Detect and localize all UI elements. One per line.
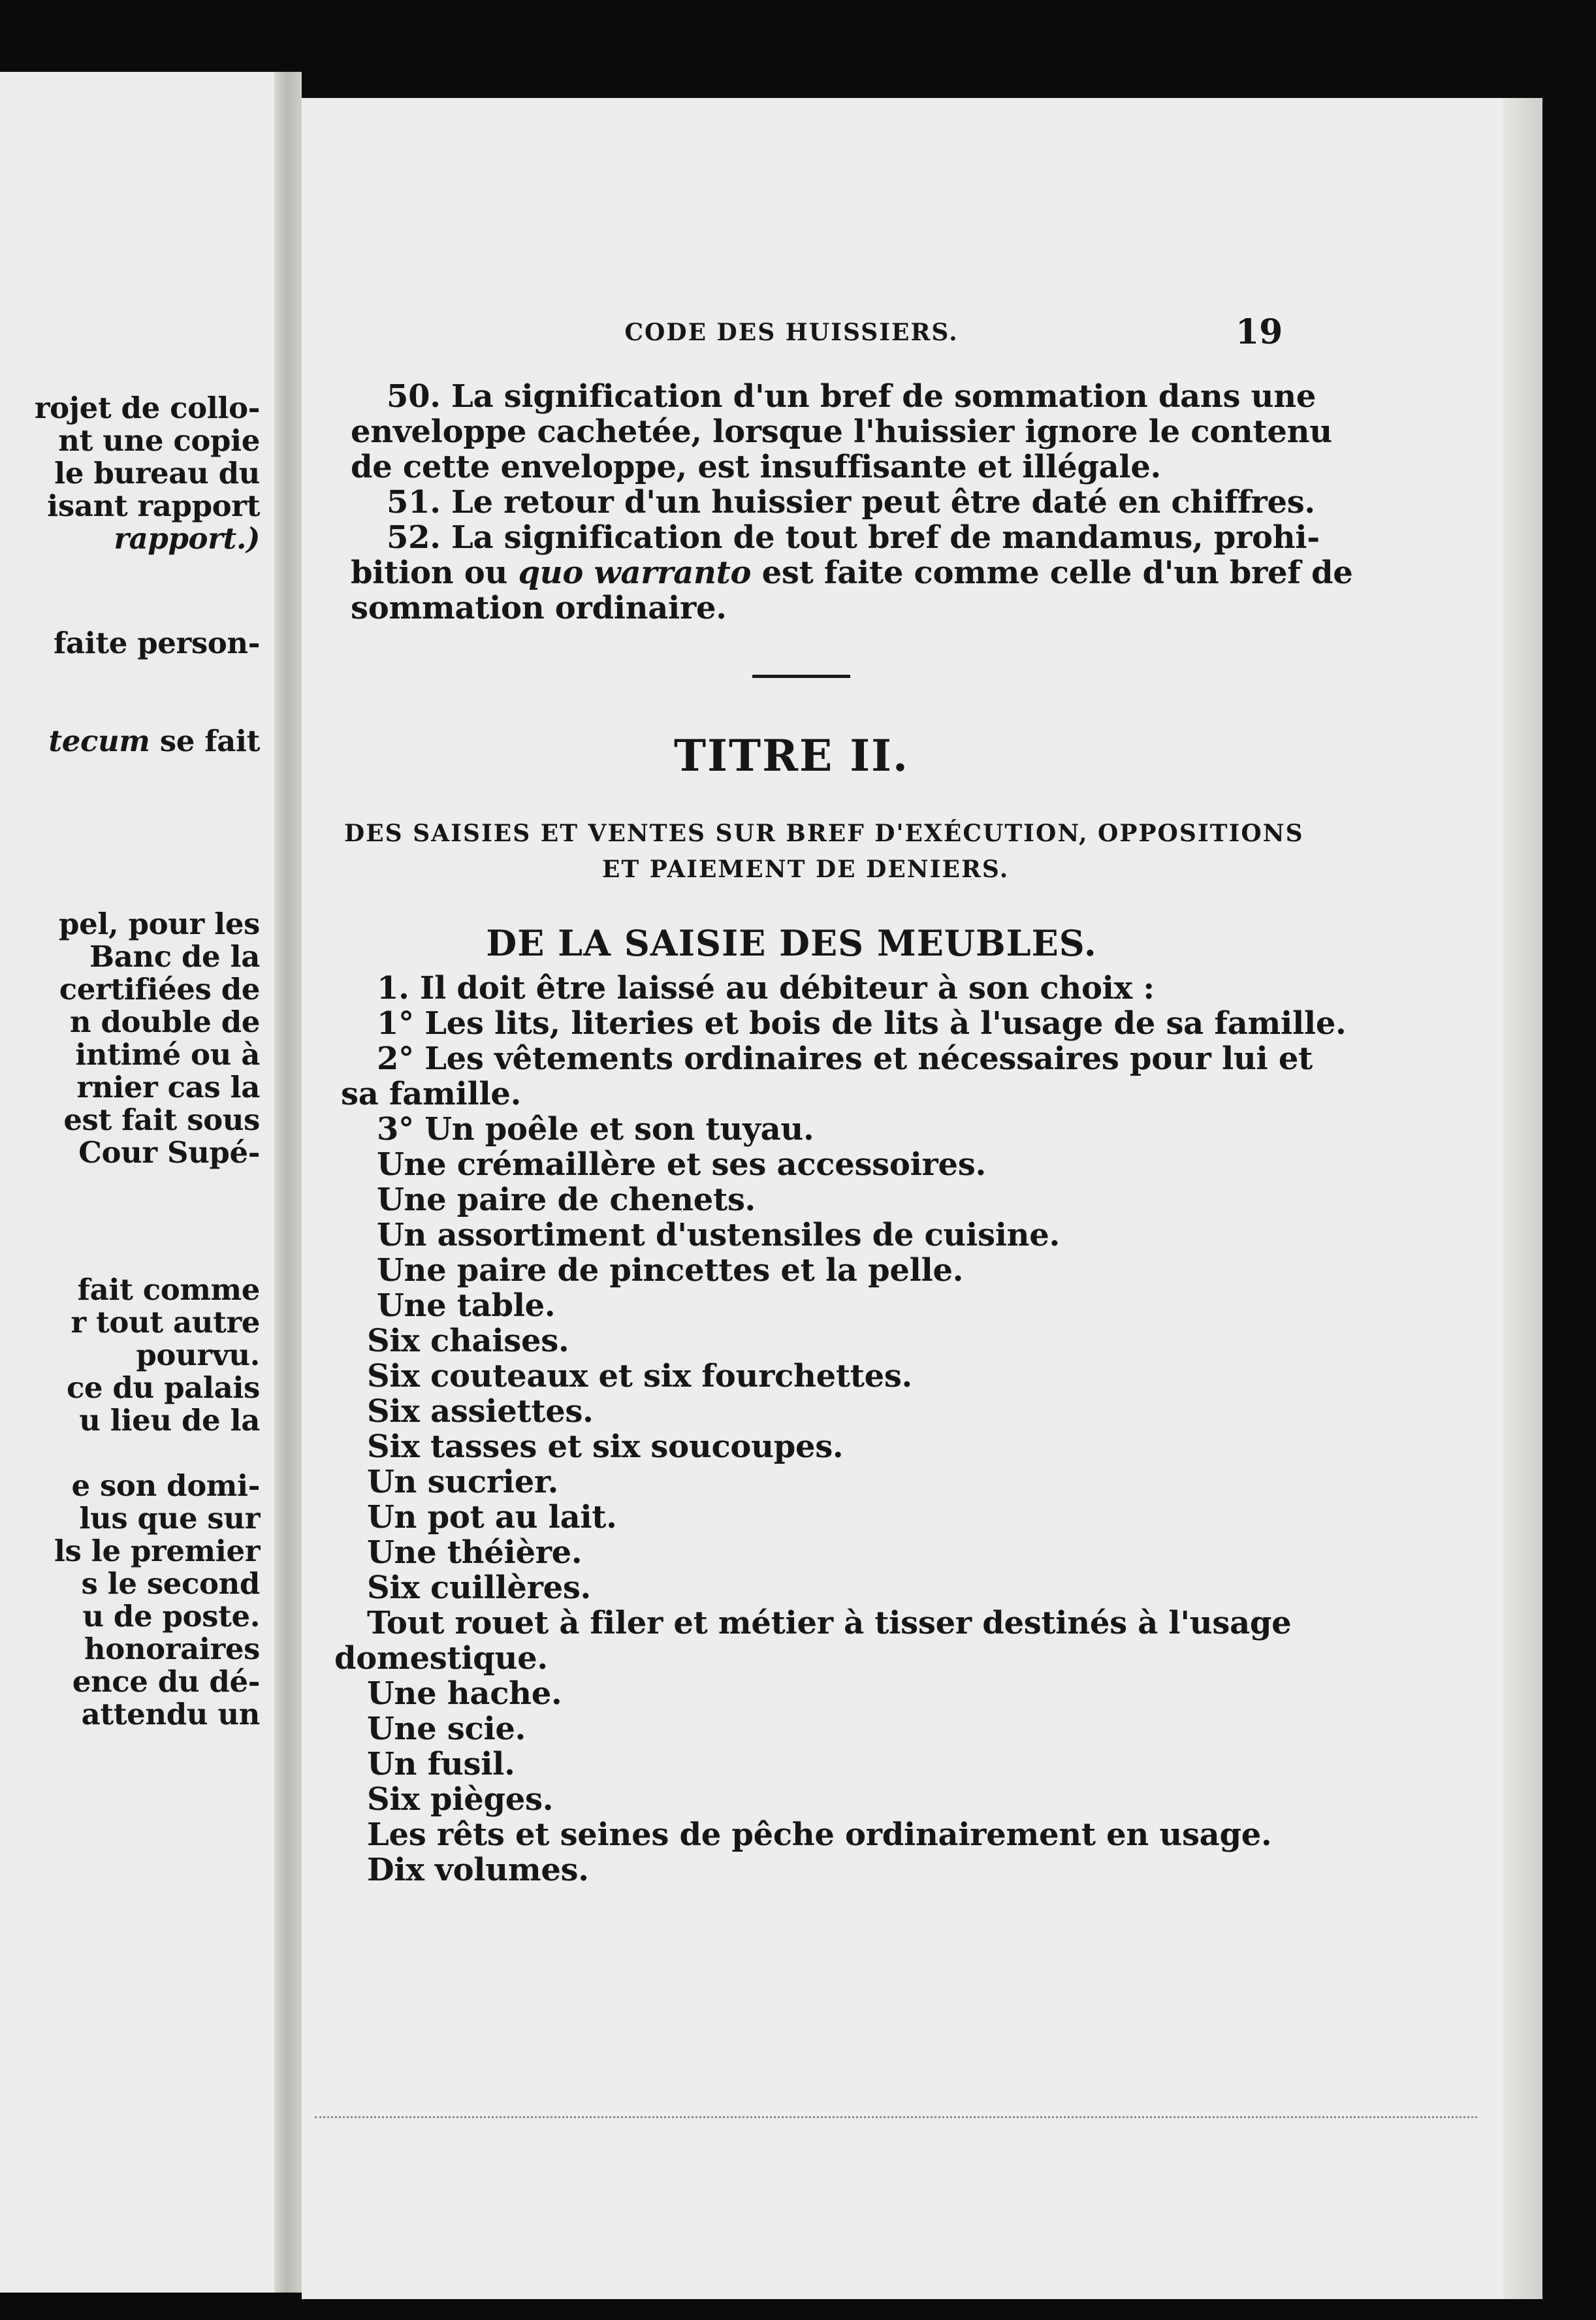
left-page-line: Banc de la (89, 939, 260, 974)
list-item (367, 1747, 515, 1782)
line-text: Six assiettes. (367, 1393, 594, 1430)
left-page-line: faite person- (53, 626, 260, 660)
line-text: bition ou (351, 555, 519, 591)
line-text: 3° Un poêle et son tuyau. (377, 1111, 814, 1148)
left-page-line: Cour Supé- (78, 1135, 260, 1170)
line-text: Tout rouet à filer et métier à tisser destinés à l'usage (367, 1605, 1292, 1641)
line-text: se fait (150, 724, 260, 758)
line-text: Six chaises. (367, 1323, 569, 1359)
list-item (377, 1147, 986, 1182)
left-page-line: isant rapport (47, 489, 260, 523)
list-item (377, 1112, 814, 1147)
left-page-line: rojet de collo- (34, 391, 260, 425)
line-text: domestique. (334, 1640, 548, 1677)
left-page-line: le bureau du (54, 456, 260, 491)
left-facing-page (0, 72, 274, 2293)
article-number: 50. (387, 378, 441, 415)
left-page-line: honoraires (84, 1632, 260, 1666)
left-page-line: ce du palais (66, 1370, 260, 1405)
italic-fragment: tecum (48, 724, 150, 758)
left-page-line: certifiées de (59, 972, 260, 1007)
line-text: Un sucrier. (367, 1464, 558, 1500)
list-item (377, 1041, 1313, 1076)
left-page-line: e son domi- (71, 1468, 260, 1503)
line-text: Un assortiment d'ustensiles de cuisine. (377, 1217, 1060, 1253)
list-item (377, 1182, 756, 1217)
line-text: Il doit être laissé au débiteur à son choix : (409, 970, 1155, 1007)
section-rule (752, 675, 850, 678)
left-page-line: rnier cas la (76, 1070, 260, 1104)
article-line (351, 414, 1332, 449)
left-page-line: n double de (69, 1005, 260, 1039)
list-item (367, 1605, 1291, 1641)
list-item (367, 1676, 562, 1711)
line-text: Une paire de chenets. (377, 1182, 756, 1218)
left-page-line: u de poste. (82, 1599, 260, 1634)
line-text: Les rêts et seines de pêche ordinairement en usage. (367, 1816, 1272, 1853)
running-head: CODE DES HUISSIERS. (624, 319, 959, 346)
line-text: Une théière. (367, 1534, 583, 1571)
list-item (377, 1217, 1060, 1253)
line-text: Une crémaillère et ses accessoires. (377, 1146, 986, 1183)
line-text: Le retour d'un huissier peut être daté en chiffres. (440, 484, 1315, 521)
left-page-line: nt une copie (58, 423, 260, 458)
article-line (387, 379, 1316, 414)
line-text: Une table. (377, 1287, 556, 1324)
main-page (302, 98, 1542, 2299)
list-item (341, 1076, 521, 1112)
left-page-line: rapport.) (114, 521, 260, 556)
list-item (367, 1852, 589, 1888)
article-number: 1. (377, 970, 409, 1007)
list-item (334, 1641, 548, 1676)
left-page-line: fait comme (77, 1272, 260, 1307)
article-number: 52. (387, 519, 441, 556)
list-item (367, 1323, 569, 1359)
list-item (377, 971, 1155, 1006)
list-item (377, 1253, 963, 1288)
page-number: 19 (1236, 312, 1283, 352)
line-text: 1° Les lits, literies et bois de lits à l'usage de sa famille. (377, 1005, 1347, 1042)
line-text: Un pot au lait. (367, 1499, 617, 1536)
line-text: La signification d'un bref de sommation dans une (440, 378, 1317, 415)
list-item (367, 1782, 553, 1817)
article-line (387, 485, 1315, 520)
list-item (367, 1500, 617, 1535)
list-item (377, 1006, 1346, 1041)
line-text: 2° Les vêtements ordinaires et nécessaires pour lui et (377, 1040, 1313, 1077)
left-page-line: pel, pour les (59, 907, 260, 941)
list-item (367, 1817, 1271, 1852)
page-crease (315, 2116, 1477, 2118)
article-line (351, 449, 1161, 485)
list-item (367, 1359, 912, 1394)
list-item (367, 1535, 582, 1570)
list-item (367, 1394, 594, 1429)
line-text: Six cuillères. (367, 1570, 591, 1606)
left-page-line: r tout autre (71, 1305, 260, 1340)
left-page-line: ls le premier (54, 1534, 260, 1568)
list-item (377, 1288, 555, 1323)
left-page-line: pourvu. (136, 1338, 260, 1372)
subtitle-line-1: DES SAISIES ET VENTES SUR BREF D'EXÉCUTION, OPPOSITIONS (344, 820, 1304, 847)
titre-heading: TITRE II. (674, 730, 909, 781)
list-item (367, 1429, 843, 1464)
article-line (351, 555, 1353, 590)
article-number: 51. (387, 484, 441, 521)
left-page-line (48, 725, 260, 758)
left-page-line: s le second (81, 1566, 260, 1601)
section-heading: DE LA SAISIE DES MEUBLES. (486, 922, 1097, 964)
left-page-line: est fait sous (63, 1103, 260, 1137)
book-gutter (274, 72, 302, 2293)
line-text: est faite comme celle d'un bref de (751, 555, 1353, 591)
page-edge (1503, 98, 1542, 2299)
left-page-line: ence du dé- (72, 1664, 260, 1699)
line-text: sommation ordinaire. (351, 590, 727, 626)
left-page-line: lus que sur (79, 1501, 260, 1536)
line-text: Dix volumes. (367, 1852, 589, 1888)
list-item (367, 1464, 558, 1500)
line-text: La signification de tout bref de mandamus, prohi- (440, 519, 1320, 556)
line-text: enveloppe cachetée, lorsque l'huissier ignore le contenu (351, 413, 1332, 450)
left-page-line: u lieu de la (79, 1403, 260, 1438)
line-text: Six tasses et six soucoupes. (367, 1428, 844, 1465)
line-text: Une scie. (367, 1711, 526, 1747)
line-text: Six pièges. (367, 1781, 554, 1818)
line-text: de cette enveloppe, est insuffisante et illégale. (351, 449, 1161, 485)
line-text: Un fusil. (367, 1746, 515, 1782)
line-text: Une hache. (367, 1675, 562, 1712)
article-line (351, 590, 727, 626)
left-page-line: intimé ou à (75, 1037, 260, 1072)
left-page-line: attendu un (81, 1697, 260, 1732)
list-item (367, 1711, 526, 1747)
list-item (367, 1570, 591, 1605)
line-text: Une paire de pincettes et la pelle. (377, 1252, 964, 1289)
line-text: sa famille. (341, 1076, 522, 1112)
article-line (387, 520, 1320, 555)
subtitle-line-2: ET PAIEMENT DE DENIERS. (602, 856, 1010, 883)
italic-term: quo warranto (518, 555, 752, 591)
line-text: Six couteaux et six fourchettes. (367, 1358, 912, 1394)
